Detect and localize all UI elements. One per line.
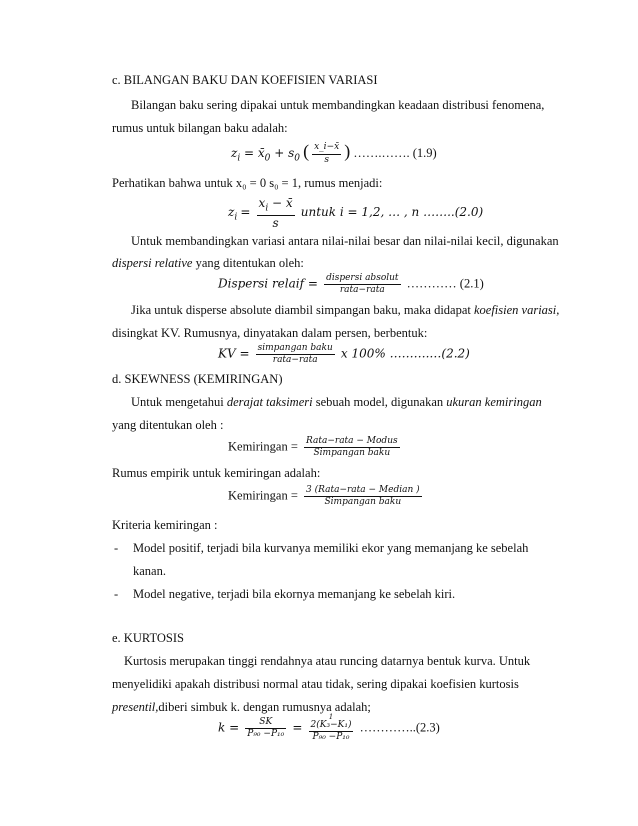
fraction: $\frac{x\_i-x̄}{s}$ (314, 142, 340, 165)
equation-2-0: $z_i$ = $\frac{x_i - x̄}{s}$ untuk i = 1,2, … , n ……..(2.0) (228, 196, 484, 230)
section-c-intro-line1: Bilangan baku sering dipakai untuk membandingkan keadaan distribusi fenomena, (131, 98, 545, 112)
fraction: $\frac{SK}{\text{P₉₀ −P₁₀}}$ (247, 716, 285, 740)
bullet-2: Model negative, terjadi bila ekornya memanjang ke sebelah kiri. (133, 587, 456, 601)
equation-1-9: $z_i$ = $x̄_0 + s_0$ ( $\frac{x\_i-x̄}{s}$ ) …….……. (1.9) (231, 141, 437, 165)
section-e-para-line2: menyelidiki apakah distribusi normal atau tidak, sering dipakai koefisien kurtosis (112, 677, 519, 691)
equation-2-3: k = $\frac{SK}{\text{P₉₀ −P₁₀}}$ = 1 2(K₃−K₁) P₉₀ −P₁₀ …………..(2.3) (218, 713, 440, 742)
section-d-intro-line2: yang ditentukan oleh : (112, 418, 224, 432)
fraction: $\frac{x_i - x̄}{s}$ (258, 196, 293, 230)
section-d-heading: d. SKEWNESS (KEMIRINGAN) (112, 372, 283, 386)
section-d-empiric: Rumus empirik untuk kemiringan adalah: (112, 466, 321, 480)
equation-kemiringan: Kemiringan = $\frac{\text{Rata−rata − Modus}}{\text{Simpangan baku}}$ (228, 436, 398, 459)
bullet-marker: - (114, 541, 119, 555)
equation-2-2: KV = $\frac{\text{simpangan baku}}{\text{rata−rata}}$ x 100% ……….…(2.2) (218, 343, 470, 366)
bullet-1-line2: kanan. (133, 564, 166, 578)
bullet-marker: - (114, 587, 119, 601)
left-paren: ( (303, 141, 310, 161)
fraction: $\frac{\text{simpangan baku}}{\text{rata−rata}}$ (257, 343, 333, 366)
section-c-heading: c. BILANGAN BAKU DAN KOEFISIEN VARIASI (112, 73, 378, 87)
section-d-intro-line1: Untuk mengetahui derajat taksimeri sebuah model, digunakan ukuran kemiringan (131, 395, 542, 409)
section-e-heading: e. KURTOSIS (112, 631, 184, 645)
section-c-para2-line1: Untuk membandingkan variasi antara nilai-nilai besar dan nilai-nilai kecil, digunakan (131, 234, 559, 248)
section-c-note: Perhatikan bahwa untuk x₀ = 0 s₀ = 1, rumus menjadi: (112, 176, 383, 190)
section-d-criteria: Kriteria kemiringan : (112, 518, 218, 532)
section-e-para-line1: Kurtosis merupakan tinggi rendahnya atau runcing datarnya bentuk kurva. Untuk (124, 654, 531, 668)
equation-2-1: Dispersi relaif = $\frac{\text{dispersi absolut}}{\text{rata−rata}}$ ………… (2.1) (218, 273, 484, 296)
fraction: $\frac{\text{3 (Rata−rata − Median )}}{\text{Simpangan baku}}$ (306, 485, 420, 508)
fraction: $\frac{\text{dispersi absolut}}{\text{rata−rata}}$ (326, 273, 399, 296)
right-paren: ) (344, 141, 351, 161)
section-c-para3-line2: disingkat KV. Rumusnya, dinyatakan dalam persen, berbentuk: (112, 326, 428, 340)
equation-kemiringan-empirik: Kemiringan = $\frac{\text{3 (Rata−rata − Median )}}{\text{Simpangan baku}}$ (228, 485, 420, 508)
bullet-1-line1: Model positif, terjadi bila kurvanya memiliki ekor yang memanjang ke sebelah (133, 541, 529, 555)
fraction: $\frac{\text{Rata−rata − Modus}}{\text{Simpangan baku}}$ (306, 436, 398, 459)
section-c-para3-line1: Jika untuk disperse absolute diambil simpangan baku, maka didapat koefisien variasi, (131, 303, 560, 317)
fraction: 1 2(K₃−K₁) P₉₀ −P₁₀ (310, 713, 352, 742)
section-e-para-line3: presentil,diberi simbuk k. dengan rumusnya adalah; (112, 700, 371, 714)
section-c-para2-line2: dispersi relative yang ditentukan oleh: (112, 256, 304, 270)
section-c-intro-line2: rumus untuk bilangan baku adalah: (112, 121, 288, 135)
